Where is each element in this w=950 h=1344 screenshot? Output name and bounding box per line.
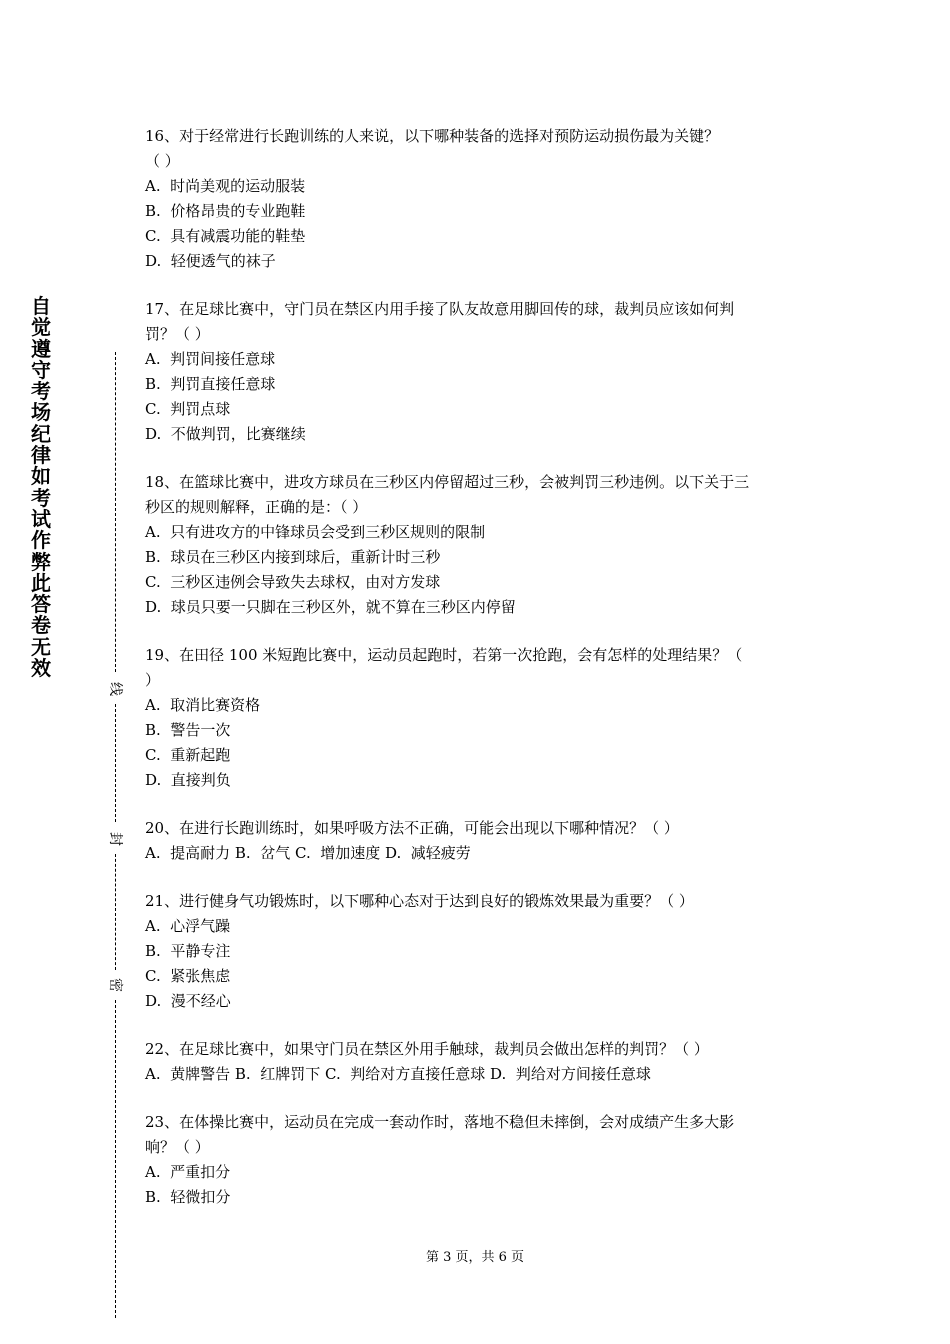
answer-option: B. 平静专注 <box>145 942 231 960</box>
page-footer: 第 3 页，共 6 页 <box>425 1250 525 1265</box>
question-stem: （ ） <box>145 152 180 170</box>
answer-option: D. 球员只要一只脚在三秒区外，就不算在三秒区内停留 <box>145 598 516 616</box>
answer-option: D. 不做判罚，比赛继续 <box>145 425 306 443</box>
answer-option: A. 提高耐力 B. 岔气 C. 增加速度 D. 减轻疲劳 <box>145 844 471 862</box>
answer-option: A. 时尚美观的运动服装 <box>145 177 306 195</box>
question-stem: 秒区的规则解释，正确的是：（ ） <box>145 498 368 516</box>
answer-option: C. 具有减震功能的鞋垫 <box>145 227 306 245</box>
answer-option: B. 警告一次 <box>145 721 231 739</box>
question-stem: 22、在足球比赛中，如果守门员在禁区外用手触球，裁判员会做出怎样的判罚？（ ） <box>145 1040 709 1058</box>
answer-option: A. 黄牌警告 B. 红牌罚下 C. 判给对方直接任意球 D. 判给对方间接任意球 <box>145 1065 651 1083</box>
answer-option: C. 重新起跑 <box>145 746 231 764</box>
answer-option: B. 轻微扣分 <box>145 1188 231 1206</box>
answer-option: D. 漫不经心 <box>145 992 231 1010</box>
question-block <box>145 816 810 866</box>
question-stem: 16、对于经常进行长跑训练的人来说，以下哪种装备的选择对预防运动损伤最为关键？ <box>145 127 720 145</box>
question-stem: 19、在田径 100 米短跑比赛中，运动员起跑时，若第一次抢跑，会有怎样的处理结果？（ <box>145 646 743 664</box>
answer-option: B. 球员在三秒区内接到球后，重新计时三秒 <box>145 548 441 566</box>
answer-option: B. 价格昂贵的专业跑鞋 <box>145 202 306 220</box>
question-stem: 18、在篮球比赛中，进攻方球员在三秒区内停留超过三秒，会被判罚三秒违例。以下关于三 <box>145 473 750 491</box>
binding-dash-line <box>115 1000 116 1318</box>
binding-dash-line <box>115 352 116 672</box>
question-block <box>145 889 810 1014</box>
binding-dash-line <box>115 854 116 970</box>
question-block <box>145 124 810 274</box>
question-stem: 20、在进行长跑训练时，如果呼吸方法不正确，可能会出现以下哪种情况？（ ） <box>145 819 679 837</box>
question-block <box>145 1037 810 1087</box>
question-stem: 罚？（ ） <box>145 325 210 343</box>
question-stem: ） <box>145 671 161 689</box>
answer-option: C. 紧张焦虑 <box>145 967 231 985</box>
binding-dash-line <box>115 704 116 822</box>
answer-option: C. 三秒区违例会导致失去球权，由对方发球 <box>145 573 441 591</box>
question-stem: 17、在足球比赛中，守门员在禁区内用手接了队友故意用脚回传的球，裁判员应该如何判 <box>145 300 735 318</box>
answer-option: A. 只有进攻方的中锋球员会受到三秒区规则的限制 <box>145 523 486 541</box>
answer-option: A. 心浮气躁 <box>145 917 231 935</box>
answer-option: D. 轻便透气的袜子 <box>145 252 276 270</box>
question-list <box>145 124 810 1233</box>
answer-option: C. 判罚点球 <box>145 400 231 418</box>
question-block <box>145 1110 810 1210</box>
answer-option: D. 直接判负 <box>145 771 231 789</box>
question-stem: 21、进行健身气功锻炼时，以下哪种心态对于达到良好的锻炼效果最为重要？（ ） <box>145 892 694 910</box>
seal-label-seal: 封 <box>107 832 123 846</box>
answer-option: B. 判罚直接任意球 <box>145 375 276 393</box>
answer-option: A. 严重扣分 <box>145 1163 231 1181</box>
question-block <box>145 470 810 620</box>
answer-option: A. 取消比赛资格 <box>145 696 261 714</box>
seal-label-line: 线 <box>107 682 123 696</box>
seal-label-secret: 密 <box>107 978 123 992</box>
question-stem: 23、在体操比赛中，运动员在完成一套动作时，落地不稳但未摔倒，会对成绩产生多大影 <box>145 1113 735 1131</box>
question-block <box>145 297 810 447</box>
exam-discipline-notice: 自觉遵守考场纪律如考试作弊此答卷无效 <box>31 294 51 681</box>
question-block <box>145 643 810 793</box>
answer-option: A. 判罚间接任意球 <box>145 350 276 368</box>
question-stem: 响？（ ） <box>145 1138 210 1156</box>
